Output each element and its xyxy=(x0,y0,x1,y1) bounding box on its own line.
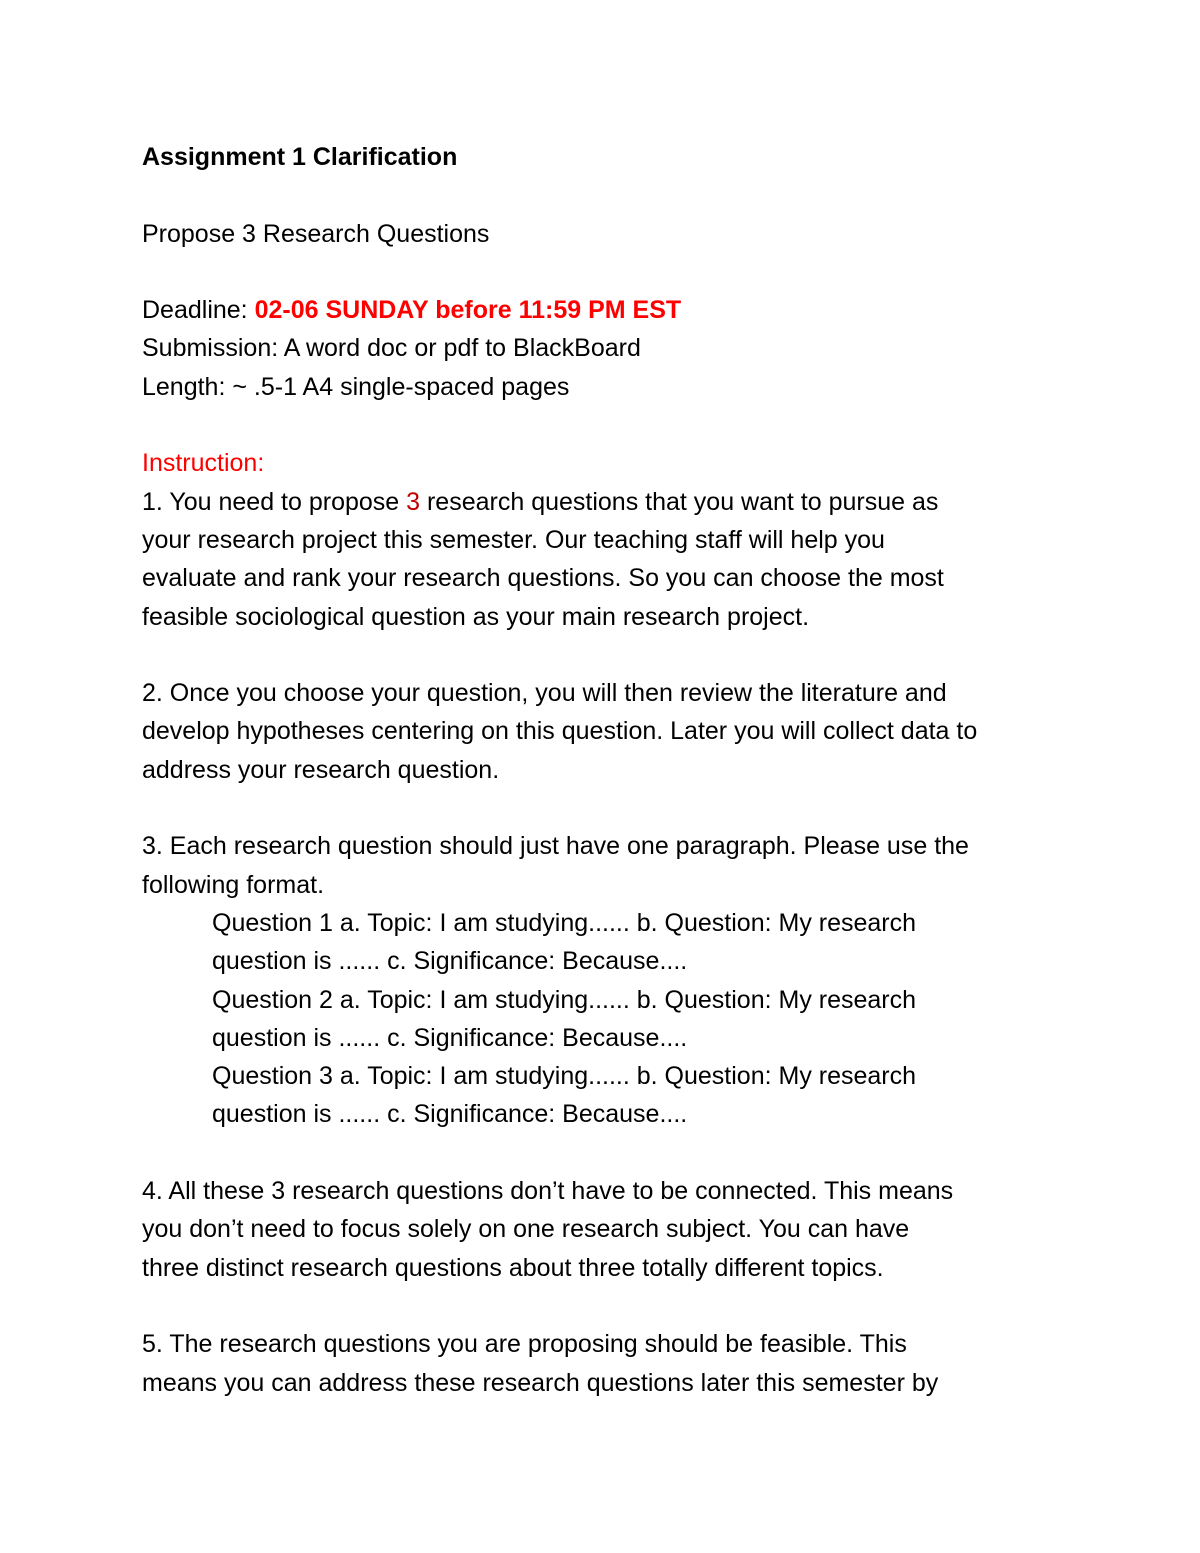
document-page xyxy=(142,138,1092,1402)
spacer xyxy=(142,1134,1092,1172)
item-2-line-3: address your research question. xyxy=(142,755,500,784)
item-3-line-2: following format. xyxy=(142,870,325,899)
spacer xyxy=(142,253,1092,291)
instruction-item-2 xyxy=(142,674,1092,789)
item-2-line-2: develop hypotheses centering on this question. Later you will collect data to xyxy=(142,717,978,746)
item-1-number: 3 xyxy=(406,487,421,516)
deadline-line xyxy=(142,291,1092,329)
instruction-item-5 xyxy=(142,1325,1092,1402)
instruction-item-3 xyxy=(142,827,1092,1133)
item-1-line-2: your research project this semester. Our teaching staff will help you xyxy=(142,525,885,554)
document-title: Assignment 1 Clarification xyxy=(142,143,458,171)
instruction-item-1 xyxy=(142,483,1092,636)
instruction-heading: Instruction: xyxy=(142,449,265,478)
item-1-line-1 xyxy=(142,483,1092,521)
item-1-line-4: feasible sociological question as your main research project. xyxy=(142,602,810,631)
question-1-line-2: question is ...... c. Significance: Because.... xyxy=(212,947,688,976)
item-1-line-3: evaluate and rank your research questions. So you can choose the most xyxy=(142,564,944,593)
item-5-line-2: means you can address these research questions later this semester by xyxy=(142,1368,939,1397)
question-2-line-1: Question 2 a. Topic: I am studying...... b. Question: My research xyxy=(212,985,917,1014)
item-4-line-3: three distinct research questions about three totally different topics. xyxy=(142,1253,884,1282)
spacer xyxy=(142,1287,1092,1325)
question-1-line-1: Question 1 a. Topic: I am studying...... b. Question: My research xyxy=(212,908,917,937)
question-2-line-2: question is ...... c. Significance: Because.... xyxy=(212,1023,688,1052)
length-line: Length: ~ .5-1 A4 single-spaced pages xyxy=(142,372,570,401)
deadline-label: Deadline: xyxy=(142,296,255,325)
instruction-item-4 xyxy=(142,1172,1092,1287)
item-5-line-1: 5. The research questions you are proposing should be feasible. This xyxy=(142,1330,907,1359)
item-3-line-1: 3. Each research question should just have one paragraph. Please use the xyxy=(142,832,969,861)
submission-line: Submission: A word doc or pdf to BlackBoard xyxy=(142,334,641,363)
question-3-line-2: question is ...... c. Significance: Because.... xyxy=(212,1100,688,1129)
document-subtitle: Propose 3 Research Questions xyxy=(142,219,490,248)
item-1-line-1-rest: research questions that you want to pursue as xyxy=(420,487,939,516)
item-4-line-2: you don’t need to focus solely on one research subject. You can have xyxy=(142,1215,910,1244)
item-1-prefix: 1. You need to propose xyxy=(142,487,407,516)
item-4-line-1: 4. All these 3 research questions don’t have to be connected. This means xyxy=(142,1177,954,1206)
deadline-value: 02-06 SUNDAY before 11:59 PM EST xyxy=(254,296,682,325)
spacer xyxy=(142,789,1092,827)
item-2-line-1: 2. Once you choose your question, you will then review the literature and xyxy=(142,679,947,708)
spacer xyxy=(142,636,1092,674)
spacer xyxy=(142,176,1092,214)
spacer xyxy=(142,406,1092,444)
question-3-line-1: Question 3 a. Topic: I am studying...... b. Question: My research xyxy=(212,1062,917,1091)
